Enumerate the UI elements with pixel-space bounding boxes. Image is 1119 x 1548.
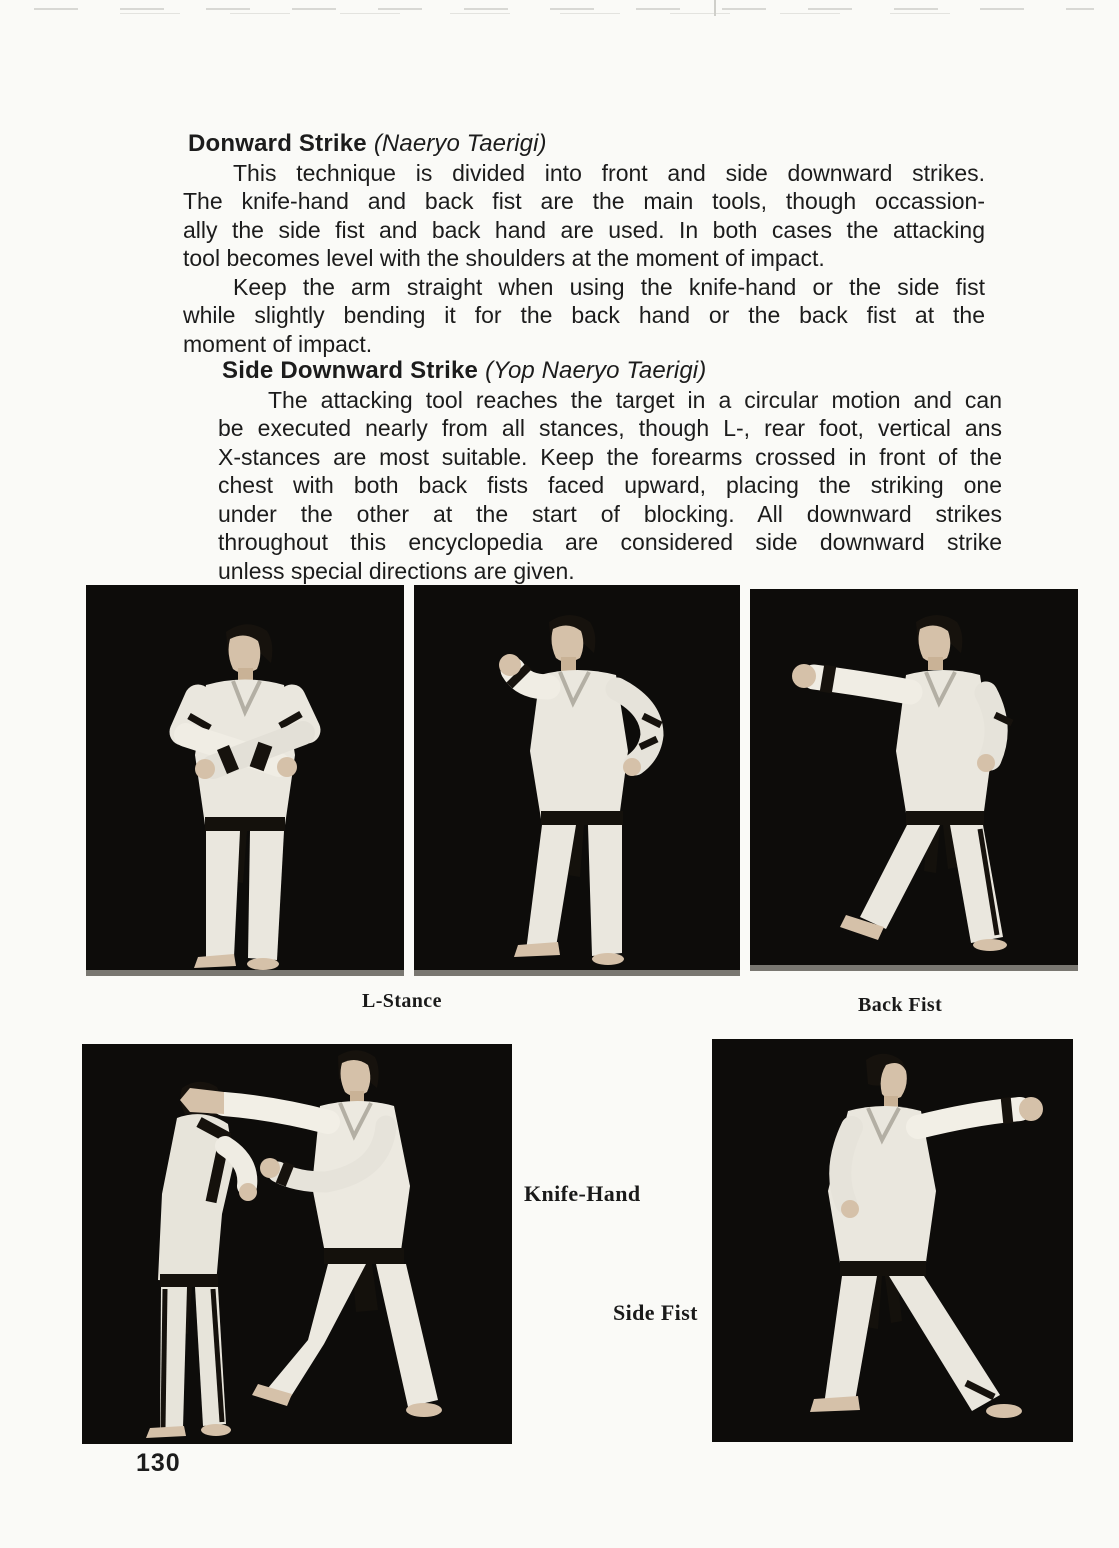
heading-romanized: (Yop Naeryo Taerigi) (485, 357, 707, 384)
paragraph (183, 159, 985, 273)
text-line: be executed nearly from all stances, though L-, rear foot, vertical ans (218, 415, 1002, 441)
knife-hand-strike-two-figures (82, 1044, 512, 1444)
caption-l-stance: L-Stance (362, 990, 442, 1012)
l-stance-preparation-photo (86, 585, 404, 976)
martial-artist-back-fist-figure (750, 589, 1078, 971)
text-line: throughout this encyclopedia are considered side downward strike (218, 529, 1002, 555)
section-downward-strike (183, 130, 985, 358)
heading-title: Donward Strike (188, 130, 367, 157)
caption-side-fist: Side Fist (613, 1300, 698, 1325)
scan-artifact-tick (714, 0, 716, 16)
text-line: tool becomes level with the shoulders at the moment of impact. (183, 245, 825, 271)
section-side-downward-strike (218, 357, 1002, 585)
text-line: ally the side fist and back hand are used. In both cases the attacking (183, 216, 985, 243)
paragraph (183, 273, 985, 359)
l-stance-photo (414, 585, 740, 976)
martial-artist-crossed-arms-figure (86, 585, 404, 976)
martial-artist-side-fist-punch-figure (712, 1039, 1073, 1442)
text-line: Keep the arm straight when using the knife-hand or the side fist (233, 273, 985, 300)
back-fist-photo (750, 589, 1078, 971)
heading-romanized: (Naeryo Taerigi) (373, 130, 547, 157)
text-line: while slightly bending it for the back hand or the back fist at the (183, 302, 985, 328)
heading-downward-strike (183, 130, 985, 159)
text-line: under the other at the start of blocking. All downward strikes (218, 500, 1002, 527)
knife-hand-application-photo (82, 1044, 512, 1444)
side-fist-photo (712, 1039, 1073, 1442)
text-line: The knife-hand and back fist are the main tools, though occassion- (183, 188, 985, 214)
paragraph (218, 386, 1002, 586)
text-line: The attacking tool reaches the target in a circular motion and can (268, 386, 1002, 413)
heading-side-downward-strike (218, 357, 1002, 386)
caption-knife-hand: Knife-Hand (524, 1181, 641, 1206)
text-line: chest with both back fists faced upward, placing the striking one (218, 472, 1002, 498)
text-line: unless special directions are given. (218, 557, 575, 584)
martial-artist-raised-fist-figure (414, 585, 740, 976)
scan-artifact-line-2 (120, 13, 1000, 14)
text-line: X-stances are most suitable. Keep the forearms crossed in front of the (218, 443, 1002, 470)
heading-title: Side Downward Strike (222, 357, 479, 384)
caption-back-fist: Back Fist (858, 994, 943, 1016)
text-line: This technique is divided into front and side downward strikes. (233, 159, 985, 186)
scan-artifact-line (34, 8, 1094, 10)
page-number: 130 (136, 1449, 181, 1477)
text-line: moment of impact. (183, 330, 373, 357)
